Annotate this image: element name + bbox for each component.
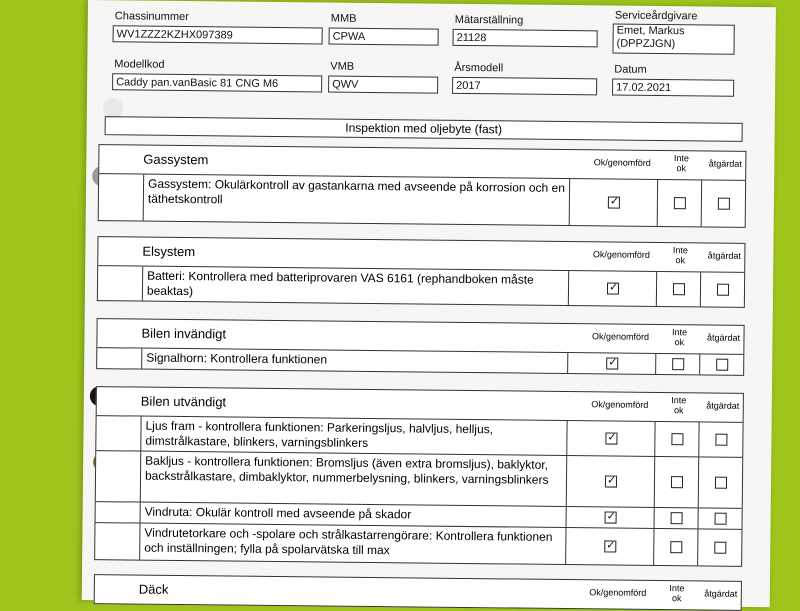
column-not-ok-label: Inte xyxy=(673,153,689,164)
section xyxy=(98,144,747,228)
checkbox-cell xyxy=(656,272,701,306)
column-ok-label: Ok/genomförd xyxy=(591,331,650,342)
column-ok-label: Ok/genomförd xyxy=(593,157,651,168)
model-label: Modellkod xyxy=(114,58,165,71)
checkbox-cell xyxy=(654,508,699,528)
fixed-checkbox[interactable] xyxy=(714,542,726,554)
column-not-ok-label: ok xyxy=(674,337,685,348)
checklist-item-text: Signalhorn: Kontrollera funktionen xyxy=(141,349,567,373)
odometer-field: 21128 xyxy=(453,29,598,48)
section xyxy=(96,318,744,376)
column-fixed-label: åtgärdat xyxy=(706,400,740,411)
ok-checkbox[interactable] xyxy=(604,540,616,552)
ok-checkbox[interactable] xyxy=(605,511,617,523)
checkbox-cell xyxy=(654,422,699,456)
column-not-ok-label: ok xyxy=(673,405,684,416)
column-ok-label: Ok/genomförd xyxy=(589,587,647,598)
chassis-field: WV1ZZZ2KZHX097389 xyxy=(113,25,323,44)
column-fixed-label: åtgärdat xyxy=(704,588,738,599)
column-fixed-label: åtgärdat xyxy=(706,332,741,343)
section xyxy=(94,386,744,567)
year-label: Årsmodell xyxy=(454,61,504,75)
fixed-checkbox[interactable] xyxy=(715,477,727,489)
fixed-checkbox[interactable] xyxy=(715,513,727,525)
checkbox-cell xyxy=(565,528,654,565)
column-not-ok-label: Inte xyxy=(672,245,688,256)
checkbox-cell xyxy=(654,457,700,507)
column-not-ok-label: Inte xyxy=(671,327,688,338)
inspection-banner: Inspektion med oljebyte (fast) xyxy=(105,116,743,142)
not-ok-checkbox[interactable] xyxy=(671,433,683,445)
checkbox-cell xyxy=(700,272,745,306)
vmb-label: VMB xyxy=(330,60,355,73)
checklist-item-text: Vindruta: Okulär kontroll med avseende på skador xyxy=(140,503,566,527)
checkbox-cell xyxy=(699,354,744,374)
ok-checkbox[interactable] xyxy=(605,432,617,444)
date-field: 17.02.2021 xyxy=(612,78,734,96)
checklist-item-text: Vindrutetorkare och -spolare och strålkastarrengörare: Kontrollera funktionen och inställningen; fylla på spolarvätska till max xyxy=(139,524,565,564)
checklist-item-text: Bakljus - kontrollera funktionen: Bromsljus (även extra bromsljus), baklyktor, backstrålkastare, dimbaklyktor, nummerbelysning, blinkers, varningsblinkers xyxy=(140,452,567,506)
checkbox-cell xyxy=(566,507,655,528)
checklist-row xyxy=(95,523,741,566)
section-title: Gassystem xyxy=(143,151,209,168)
ok-checkbox[interactable] xyxy=(606,357,618,369)
vmb-field: QWV xyxy=(328,76,438,94)
section-title: Elsystem xyxy=(142,243,196,260)
not-ok-checkbox[interactable] xyxy=(671,476,683,488)
mmb-field: CPWA xyxy=(329,28,439,46)
checkbox-cell xyxy=(657,180,702,226)
checkbox-cell xyxy=(698,508,743,528)
column-ok-label: Ok/genomförd xyxy=(592,249,650,260)
odometer-label: Mätarställning xyxy=(454,13,524,27)
checklist-item-text: Gassystem: Okulärkontroll av gastankarna med avseende på korrosion och en täthetskontroll xyxy=(143,175,569,225)
ok-checkbox[interactable] xyxy=(605,475,617,487)
checkbox-cell xyxy=(655,354,700,374)
checklist-item-text: Batteri: Kontrollera med batteriprovaren VAS 6161 (rephandboken måste beaktas) xyxy=(142,267,568,305)
column-not-ok-label: Inte xyxy=(671,395,687,406)
section-header xyxy=(95,575,741,610)
not-ok-checkbox[interactable] xyxy=(674,197,686,209)
section-title: Bilen utvändigt xyxy=(140,393,227,410)
checkbox-cell xyxy=(701,180,746,226)
column-ok-label: Ok/genomförd xyxy=(591,399,649,410)
section xyxy=(97,236,746,308)
column-not-ok-label: Inte xyxy=(669,583,685,594)
not-ok-checkbox[interactable] xyxy=(671,512,683,524)
not-ok-checkbox[interactable] xyxy=(672,358,684,370)
not-ok-checkbox[interactable] xyxy=(670,541,682,553)
advisor-label: Serviceårdgivare xyxy=(614,9,698,23)
column-not-ok-label: ok xyxy=(676,163,687,174)
section-title: Bilen invändigt xyxy=(141,325,227,342)
checkbox-cell xyxy=(568,271,657,306)
checkbox-cell xyxy=(567,353,656,374)
model-field: Caddy pan.vanBasic 81 CNG M6 xyxy=(112,73,322,92)
checklist-row xyxy=(99,174,745,227)
checkbox-cell xyxy=(566,421,655,456)
checklist-item-text: Ljus fram - kontrollera funktionen: Parkeringsljus, halvljus, helljus, dimstrålkastare, blinkers, varningsblinkers xyxy=(140,417,566,455)
chassis-label: Chassinummer xyxy=(114,10,189,24)
fixed-checkbox[interactable] xyxy=(715,434,727,446)
column-not-ok-label: ok xyxy=(675,255,686,266)
advisor-field: Emet, Markus (DPPZJGN) xyxy=(612,23,734,54)
column-not-ok-label: ok xyxy=(671,593,682,604)
column-fixed-label: åtgärdat xyxy=(707,250,741,261)
year-field: 2017 xyxy=(452,77,597,96)
fixed-checkbox[interactable] xyxy=(717,284,729,296)
ok-checkbox[interactable] xyxy=(608,196,620,208)
column-fixed-label: åtgärdat xyxy=(708,158,742,169)
checkbox-cell xyxy=(566,456,656,507)
checkbox-cell xyxy=(698,422,743,456)
section xyxy=(94,574,742,611)
checkbox-cell xyxy=(569,179,658,226)
checkbox-cell xyxy=(698,457,744,507)
section-title: Däck xyxy=(138,581,169,597)
fixed-checkbox[interactable] xyxy=(718,198,730,210)
checklist-row xyxy=(98,266,744,307)
mmb-label: MMB xyxy=(330,12,357,25)
date-label: Datum xyxy=(614,63,647,76)
checkbox-cell xyxy=(697,529,742,565)
checklist-row xyxy=(96,451,742,509)
inspection-form-paper xyxy=(82,0,776,607)
checkbox-cell xyxy=(653,529,698,565)
fixed-checkbox[interactable] xyxy=(716,359,728,371)
ok-checkbox[interactable] xyxy=(607,282,619,294)
not-ok-checkbox[interactable] xyxy=(673,283,685,295)
